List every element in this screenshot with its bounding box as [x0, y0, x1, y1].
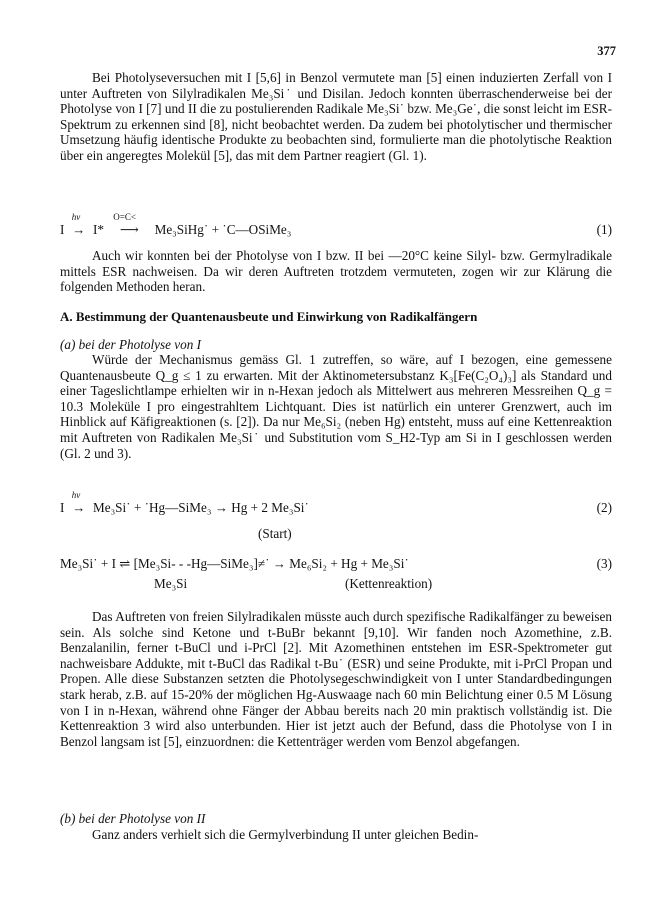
paragraph-esr — [60, 248, 612, 295]
eq1-arrow1-label: hν — [71, 212, 81, 222]
equation-3 — [60, 556, 612, 572]
paragraph-esr-text: Auch wir konnten bei der Photolyse von I bzw. II bei —20°C keine Silyl- bzw. Germylradikale mittels ESR nachweisen. Da wir deren Auftreten trotzdem vermuteten, zogen wir zur Klärung die folgenden Methoden heran. — [60, 248, 612, 295]
eq1-number: (1) — [596, 222, 612, 237]
paragraph-intro-text: Bei Photolyseversuchen mit I [5,6] in Benzol vermutete man [5] einen induzierten Zerfall von I unter Auftreten von Silylradikalen Me₃Si˙ und Disilan. Jedoch konnten überraschenderweise bei der Photolyse von I [7] und II die zu postulierenden Radikale Me₃Si˙ bzw. Me₃Ge˙, die sonst leicht im ESR-Spektrum zu erkennen sind [8], nicht beobachtet werden. Da zudem bei photolytischer und thermischer Umsetzung häufig identische Produkte zu beobachten sind, formulierte man die photolytische Reaktion über ein angeregtes Molekül [5], das mit dem Partner reagiert (Gl. 1). — [60, 70, 612, 163]
eq3-text: Me₃Si˙ + I ⇌ [Me₃Si- - -Hg—SiMe₃]≠˙ → Me₆Si₂ + Hg + Me₃Si˙ — [60, 556, 409, 571]
page-number: 377 — [597, 44, 616, 58]
eq3-note: (Kettenreaktion) — [345, 576, 433, 591]
paragraph-germyl-text: Ganz anders verhielt sich die Germylverbindung II unter gleichen Bedin- — [92, 827, 479, 842]
paragraph-quantum-yield — [60, 352, 612, 461]
paragraph-radical-scavengers — [60, 609, 612, 749]
eq2-lhs: I — [60, 500, 65, 515]
paragraph-quantum-yield-text: Würde der Mechanismus gemäss Gl. 1 zutreffen, so wäre, auf I bezogen, eine gemessene Quantenausbeute Q_g ≤ 1 zu erwarten. Mit der Aktinometersubstanz K₃[Fe(C₂O₄)₃] als Standard und einer Tageslichtlampe erhielten wir in n-Hexan jedoch als Mittelwert aus mehreren Messreihen Q_g = 10.3 Moleküle I pro eingestrahltem Lichtquant. Dies ist natürlich ein unterer Grenzwert, auch im Hinblick auf Käfigreaktionen (s. [2]). Da nur Me₆Si₂ (neben Hg) entsteht, muss auf eine Kettenreaktion mit Auftreten von Radikalen Me₃Si˙ und Substitution vom S_H2-Typ am Si in I geschlossen werden (Gl. 2 und 3). — [60, 352, 612, 461]
eq1-arrow2-label: O=C< — [113, 212, 136, 222]
eq2-arrow: hν → — [71, 490, 86, 515]
equation-2 — [60, 490, 612, 516]
eq1-arrow2: O=C< ⟶ — [113, 212, 139, 237]
eq2-arrow-label: hν — [71, 490, 81, 500]
eq1-rhs: Me₃SiHg˙ + ˙C—OSiMe₃ — [154, 222, 292, 237]
equation-1 — [60, 212, 612, 238]
eq3-sub: Me₃Si — [154, 576, 188, 591]
eq2-note: (Start) — [258, 526, 292, 541]
paragraph-germyl — [60, 827, 612, 843]
eq1-lhs: I — [60, 222, 65, 237]
eq2-number: (2) — [596, 500, 612, 515]
paragraph-intro — [60, 70, 612, 164]
eq3-number: (3) — [596, 556, 612, 571]
subsection-a-heading: (a) bei der Photolyse von I — [60, 337, 201, 352]
eq1-mid: I* — [93, 222, 104, 237]
section-heading: A. Bestimmung der Quantenausbeute und Einwirkung von Radikalfängern — [60, 309, 478, 324]
eq1-arrow1: hν → — [71, 212, 86, 237]
paragraph-radical-scavengers-text: Das Auftreten von freien Silylradikalen müsste auch durch spezifische Radikalfänger zu beweisen sein. Als solche sind Ketone und t-BuBr bekannt [9,10]. Wir fanden noch Azomethine, z.B. Benzalanilin, ferner t-BuCl und i-PrCl [2]. Mit Azomethinen entstehen im ESR-Spektrometer gut nachweisbare Addukte, mit t-BuCl das Radikal t-Bu˙ (ESR) und seine Produkte, mit i-PrCl Propan und Propen. Alle diese Substanzen setzten die Photolysegeschwindigkeit von I unter Standardbedingungen stark herab, z.B. auf 15-20% der möglichen Hg-Auswaage nach 60 min Belichtung einer 0.5 M Lösung von I in n-Hexan, während ohne Fänger der Abbau bereits nach 20 min praktisch vollständig ist. Die Kettenreaktion 3 wird also unterbunden. Hier ist jetzt auch der Befund, dass die Photolyse von I in Benzol langsam ist [5], einzuordnen: die Kettenträger werden vom Benzol abgefangen. — [60, 609, 612, 749]
subsection-b-heading: (b) bei der Photolyse von II — [60, 811, 206, 826]
eq2-rhs: Me₃Si˙ + ˙Hg—SiMe₃ → Hg + 2 Me₃Si˙ — [93, 500, 309, 515]
